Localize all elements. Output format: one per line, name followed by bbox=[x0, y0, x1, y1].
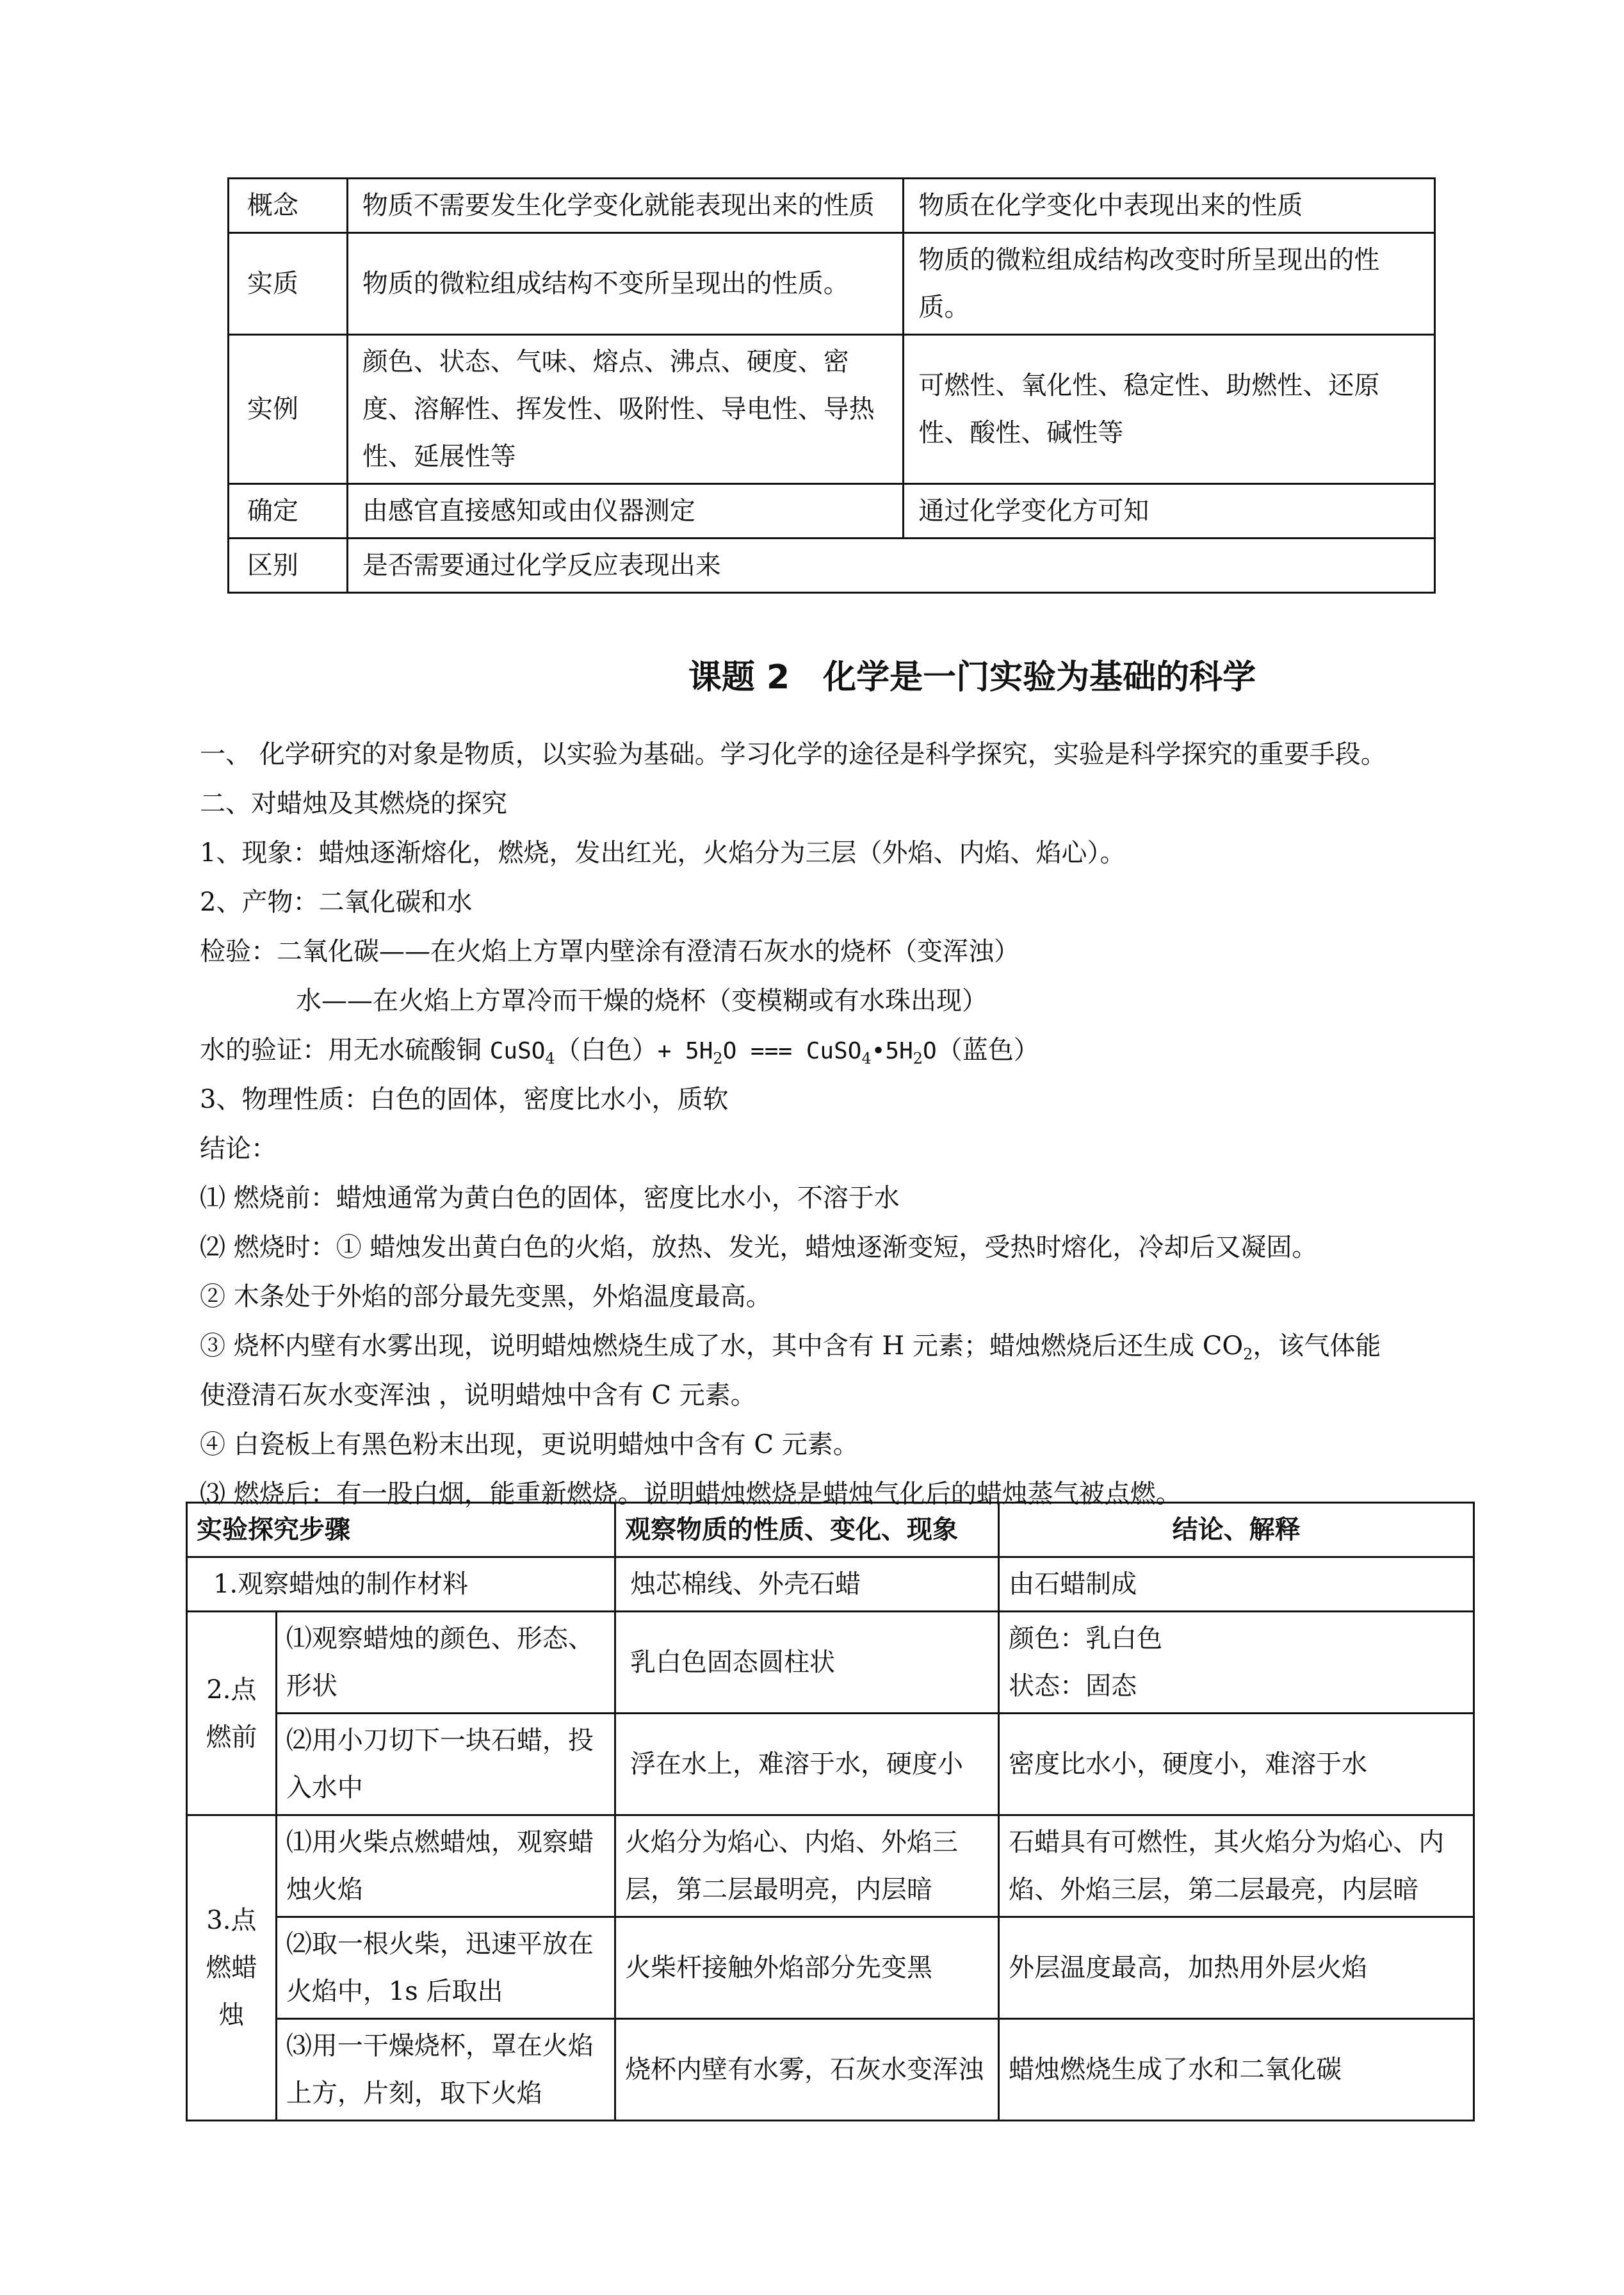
conclusion-cell: 颜色：乳白色 状态：固态 bbox=[999, 1612, 1474, 1714]
conclusion-cell: 由石蜡制成 bbox=[999, 1557, 1474, 1612]
experiment-table bbox=[186, 1502, 1475, 2121]
step-cell: ⑴用火柴点燃蜡烛，观察蜡烛火焰 bbox=[276, 1815, 615, 1917]
conclusion-cell: 外层温度最高，加热用外层火焰 bbox=[999, 1917, 1474, 2019]
physical-cell: 颜色、状态、气味、熔点、沸点、硬度、密度、溶解性、挥发性、吸附性、导电性、导热性、延展性等 bbox=[347, 335, 904, 484]
group-label: 3.点燃蜡烛 bbox=[187, 1815, 277, 2121]
physical-cell: 物质的微粒组成结构不变所呈现出的性质。 bbox=[347, 233, 904, 335]
header-row bbox=[187, 1503, 1474, 1557]
physical-cell: 物质不需要发生化学变化就能表现出来的性质 bbox=[347, 179, 904, 233]
text-line: 2、产物：二氧化碳和水 bbox=[200, 888, 473, 917]
row-label: 实例 bbox=[229, 335, 348, 484]
table-row bbox=[187, 2019, 1474, 2121]
text-line: ⑵ 燃烧时：① 蜡烛发出黄白色的火焰，放热、发光，蜡烛逐渐变短，受热时熔化，冷却后又凝固。 bbox=[200, 1233, 1318, 1262]
chemical-cell: 物质的微粒组成结构改变时所呈现出的性质。 bbox=[904, 233, 1435, 335]
table-row bbox=[229, 484, 1435, 539]
observation-cell: 乳白色固态圆柱状 bbox=[615, 1612, 999, 1714]
observation-cell: 烧杯内壁有水雾，石灰水变浑浊 bbox=[615, 2019, 999, 2121]
difference-cell: 是否需要通过化学反应表现出来 bbox=[347, 539, 1434, 593]
conclusion-cell: 蜡烛燃烧生成了水和二氧化碳 bbox=[999, 2019, 1474, 2121]
table-row bbox=[187, 1612, 1474, 1714]
conclusion-cell: 石蜡具有可燃性，其火焰分为焰心、内焰、外焰三层，第二层最亮，内层暗 bbox=[999, 1815, 1474, 1917]
text-line: 一、 化学研究的对象是物质，以实验为基础。学习化学的途径是科学探究，实验是科学探究的重要手段。 bbox=[200, 740, 1386, 769]
text-line: 使澄清石灰水变浑浊 ，说明蜡烛中含有 C 元素。 bbox=[200, 1381, 756, 1410]
row-label: 实质 bbox=[229, 233, 348, 335]
conclusion-cell: 密度比水小，硬度小，难溶于水 bbox=[999, 1714, 1474, 1815]
chemical-cell: 通过化学变化方可知 bbox=[904, 484, 1435, 539]
text-line: ④ 白瓷板上有黑色粉末出现，更说明蜡烛中含有 C 元素。 bbox=[200, 1430, 859, 1459]
observation-cell: 浮在水上，难溶于水，硬度小 bbox=[615, 1714, 999, 1815]
step-cell: ⑴观察蜡烛的颜色、形态、形状 bbox=[276, 1612, 615, 1714]
column-header: 结论、解释 bbox=[999, 1503, 1474, 1557]
text-line: 3、物理性质：白色的固体，密度比水小，质软 bbox=[200, 1085, 729, 1114]
text-line: ③ 烧杯内壁有水雾出现，说明蜡烛燃烧生成了水，其中含有 H 元素；蜡烛燃烧后还生成 $CO_2$，该气体能 bbox=[200, 1331, 1381, 1363]
observation-cell: 火焰分为焰心、内焰、外焰三层，第二层最明亮，内层暗 bbox=[615, 1815, 999, 1917]
text-line: ② 木条处于外焰的部分最先变黑，外焰温度最高。 bbox=[200, 1282, 772, 1311]
group-label: 2.点燃前 bbox=[187, 1612, 277, 1815]
chemical-cell: 可燃性、氧化性、稳定性、助燃性、还原性、酸性、碱性等 bbox=[904, 335, 1435, 484]
step-cell: ⑵用小刀切下一块石蜡，投入水中 bbox=[276, 1714, 615, 1815]
chemical-cell: 物质在化学变化中表现出来的性质 bbox=[904, 179, 1435, 233]
row-label: 区别 bbox=[229, 539, 348, 593]
formula-line: 水的验证：用无水硫酸铜 CuSO$_4$（白色）+ $5H_2O$ === $CuSO_4•5H_2O$（蓝色） bbox=[200, 1035, 1039, 1067]
text-line: 检验：二氧化碳——在火焰上方罩内壁涂有澄清石灰水的烧杯（变浑浊） bbox=[200, 937, 1019, 966]
column-header: 观察物质的性质、变化、现象 bbox=[615, 1503, 999, 1557]
column-header: 实验探究步骤 bbox=[187, 1503, 615, 1557]
table-row bbox=[187, 1714, 1474, 1815]
text-line: 二、对蜡烛及其燃烧的探究 bbox=[200, 789, 507, 818]
physical-cell: 由感官直接感知或由仪器测定 bbox=[347, 484, 904, 539]
properties-table bbox=[227, 177, 1436, 594]
step-cell: 1.观察蜡烛的制作材料 bbox=[187, 1557, 615, 1612]
observation-cell: 烛芯棉线、外壳石蜡 bbox=[615, 1557, 999, 1612]
text-line: 1、现象：蜡烛逐渐熔化，燃烧，发出红光，火焰分为三层（外焰、内焰、焰心）。 bbox=[200, 838, 1126, 868]
step-cell: ⑶用一干燥烧杯，罩在火焰上方，片刻，取下火焰 bbox=[276, 2019, 615, 2121]
section-title: 课题 2 化学是一门实验为基础的科学 bbox=[688, 658, 1256, 697]
observation-cell: 火柴杆接触外焰部分先变黑 bbox=[615, 1917, 999, 2019]
table-row bbox=[229, 539, 1435, 593]
text-line: 水——在火焰上方罩冷而干燥的烧杯（变模糊或有水珠出现） bbox=[296, 986, 987, 1016]
text-line: ⑶ 燃烧后：有一股白烟，能重新燃烧。说明蜡烛燃烧是蜡烛气化后的蜡烛蒸气被点燃。 bbox=[200, 1479, 1181, 1509]
table-row bbox=[187, 1815, 1474, 1917]
table-row bbox=[187, 1917, 1474, 2019]
row-label: 确定 bbox=[229, 484, 348, 539]
row-label: 概念 bbox=[229, 179, 348, 233]
table-row bbox=[229, 179, 1435, 233]
text-line: 结论： bbox=[200, 1134, 277, 1164]
step-cell: ⑵取一根火柴，迅速平放在火焰中，1s 后取出 bbox=[276, 1917, 615, 2019]
body-text bbox=[200, 730, 1474, 1519]
text-line: ⑴ 燃烧前：蜡烛通常为黄白色的固体，密度比水小，不溶于水 bbox=[200, 1183, 900, 1213]
table-row bbox=[229, 335, 1435, 484]
table-row bbox=[187, 1557, 1474, 1612]
table-row bbox=[229, 233, 1435, 335]
